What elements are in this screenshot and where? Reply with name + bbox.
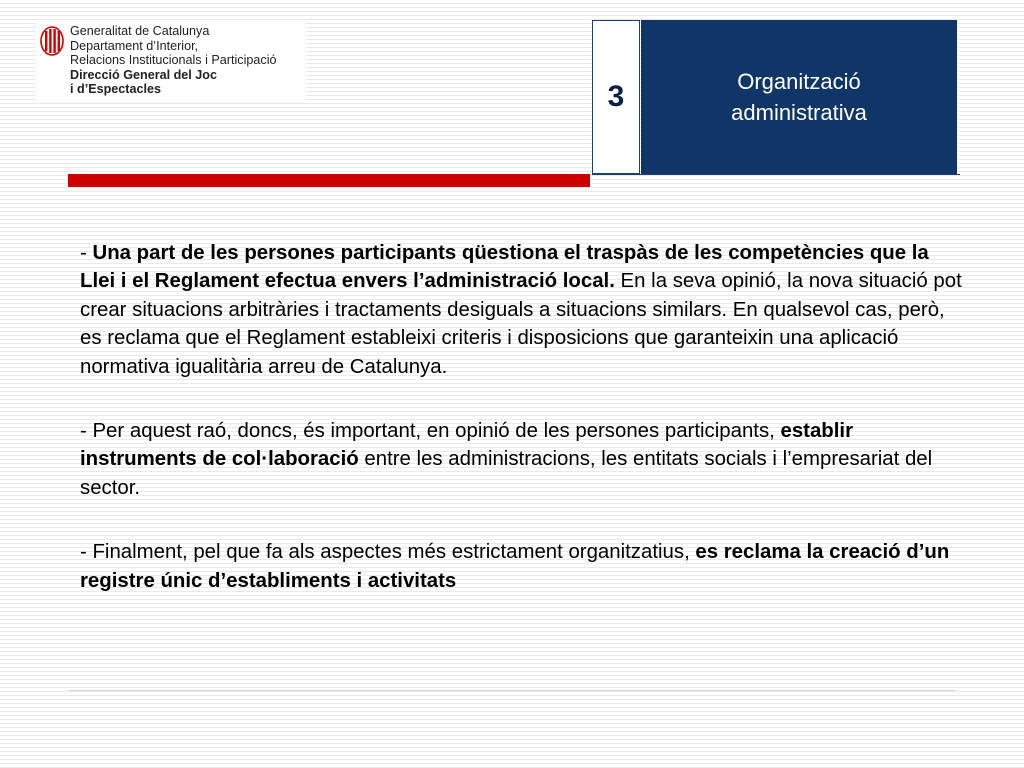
title-underline [592,174,960,175]
paragraph-2-before: - Per aquest raó, doncs, és important, en opinió de les persones participants, [80,420,781,443]
main-content [80,239,965,595]
red-accent-bar [68,174,590,187]
paragraph-1-bold: Una part de les persones participants qüestiona el traspàs de les competències que la Llei i el Reglament efectua envers l’administració local. [80,242,929,293]
paragraph-2-bold: establir instruments de col·laboració [80,420,854,471]
paragraph-1-prefix: - [80,242,93,264]
paragraph-3 [80,538,965,595]
logo-text [70,24,277,97]
logo-line-direccio: Direcció General del Joc [70,67,217,82]
paragraph-2 [80,417,965,502]
paragraph-3-bold: es reclama la creació d’un registre únic d’establiments i activitats [80,541,950,592]
logo-line-generalitat: Generalitat de Catalunya [70,24,210,38]
paragraph-1 [80,239,965,381]
section-title: Organització administrativa [641,20,957,174]
footer-divider [68,690,956,691]
logo-line-departament: Departament d’Interior, [70,38,199,53]
senyera-icon [40,26,64,56]
generalitat-logo [36,20,306,100]
paragraph-1-text: En la seva opinió, la nova situació pot crear situacions arbitràries i tractaments desiguals a situacions similars. En qualsevol cas, però, es reclama que el Reglament estableixi criteris i disposicions que garanteixin una aplicació normativa igualitària arreu de Catalunya. [80,270,962,378]
paragraph-3-before: - Finalment, pel que fa als aspectes més estrictament organitzatius, [80,541,696,564]
paragraph-2-after: entre les administracions, les entitats socials i l’empresariat del sector. [80,448,933,499]
logo-line-espectacles: i d’Espectacles [70,82,162,97]
section-number: 3 [592,20,640,174]
logo-line-relacions: Relacions Institucionals i Participació [70,53,277,68]
